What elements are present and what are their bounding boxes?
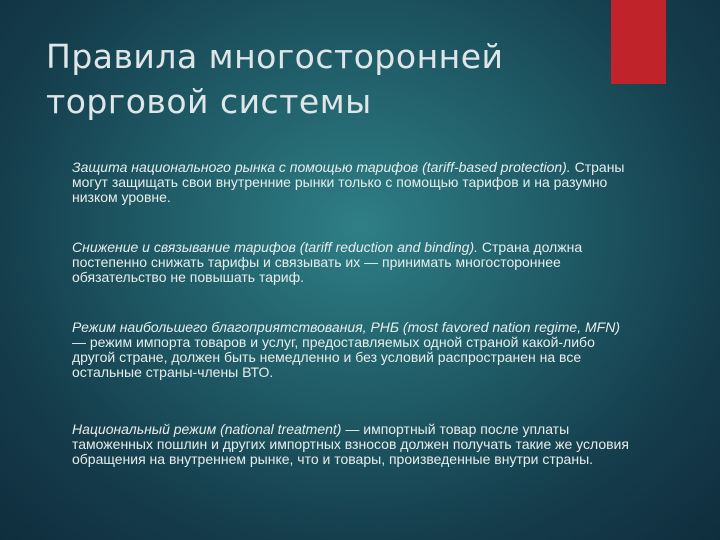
rule-term: Снижение и связывание тарифов (tariff reduction and binding).: [72, 239, 479, 255]
title-line-1: Правила многосторонней: [46, 37, 504, 76]
rule-term: Национальный режим (national treatment): [72, 421, 342, 437]
rule-term: Режим наибольшего благоприятствования, РНБ (most favored nation regime, MFN): [72, 319, 620, 335]
rule-text: — режим импорта товаров и услуг, предоставляемых одной страной какой-либо другой стране, должен быть немедленно и без условий распространен на все остальные страны-члены ВТО.: [72, 334, 595, 380]
title-line-2: торговой системы: [46, 82, 372, 121]
rule-item-tariff-binding: [72, 240, 632, 285]
rule-term: Защита национального рынка с помощью тарифов (tariff-based protection).: [72, 159, 571, 175]
rule-text: Страна должна постепенно снижать тарифы и связывать их — принимать многостороннее обязательство не повышать тариф.: [72, 239, 583, 285]
rule-item-national-treatment: [72, 422, 632, 467]
rule-text: — импортный товар после уплаты таможенных пошлин и других импортных взносов должен получать такие же условия обращения на внутреннем рынке, что и товары, произведенные внутри страны.: [72, 421, 629, 467]
slide-title: [46, 34, 606, 124]
rule-item-mfn: [72, 320, 632, 380]
rule-item-tariff-protection: [72, 160, 632, 205]
rule-text: Страны могут защищать свои внутренние рынки только с помощью тарифов и на разумно низком уровне.: [72, 159, 625, 205]
red-accent-bar: [611, 0, 666, 84]
